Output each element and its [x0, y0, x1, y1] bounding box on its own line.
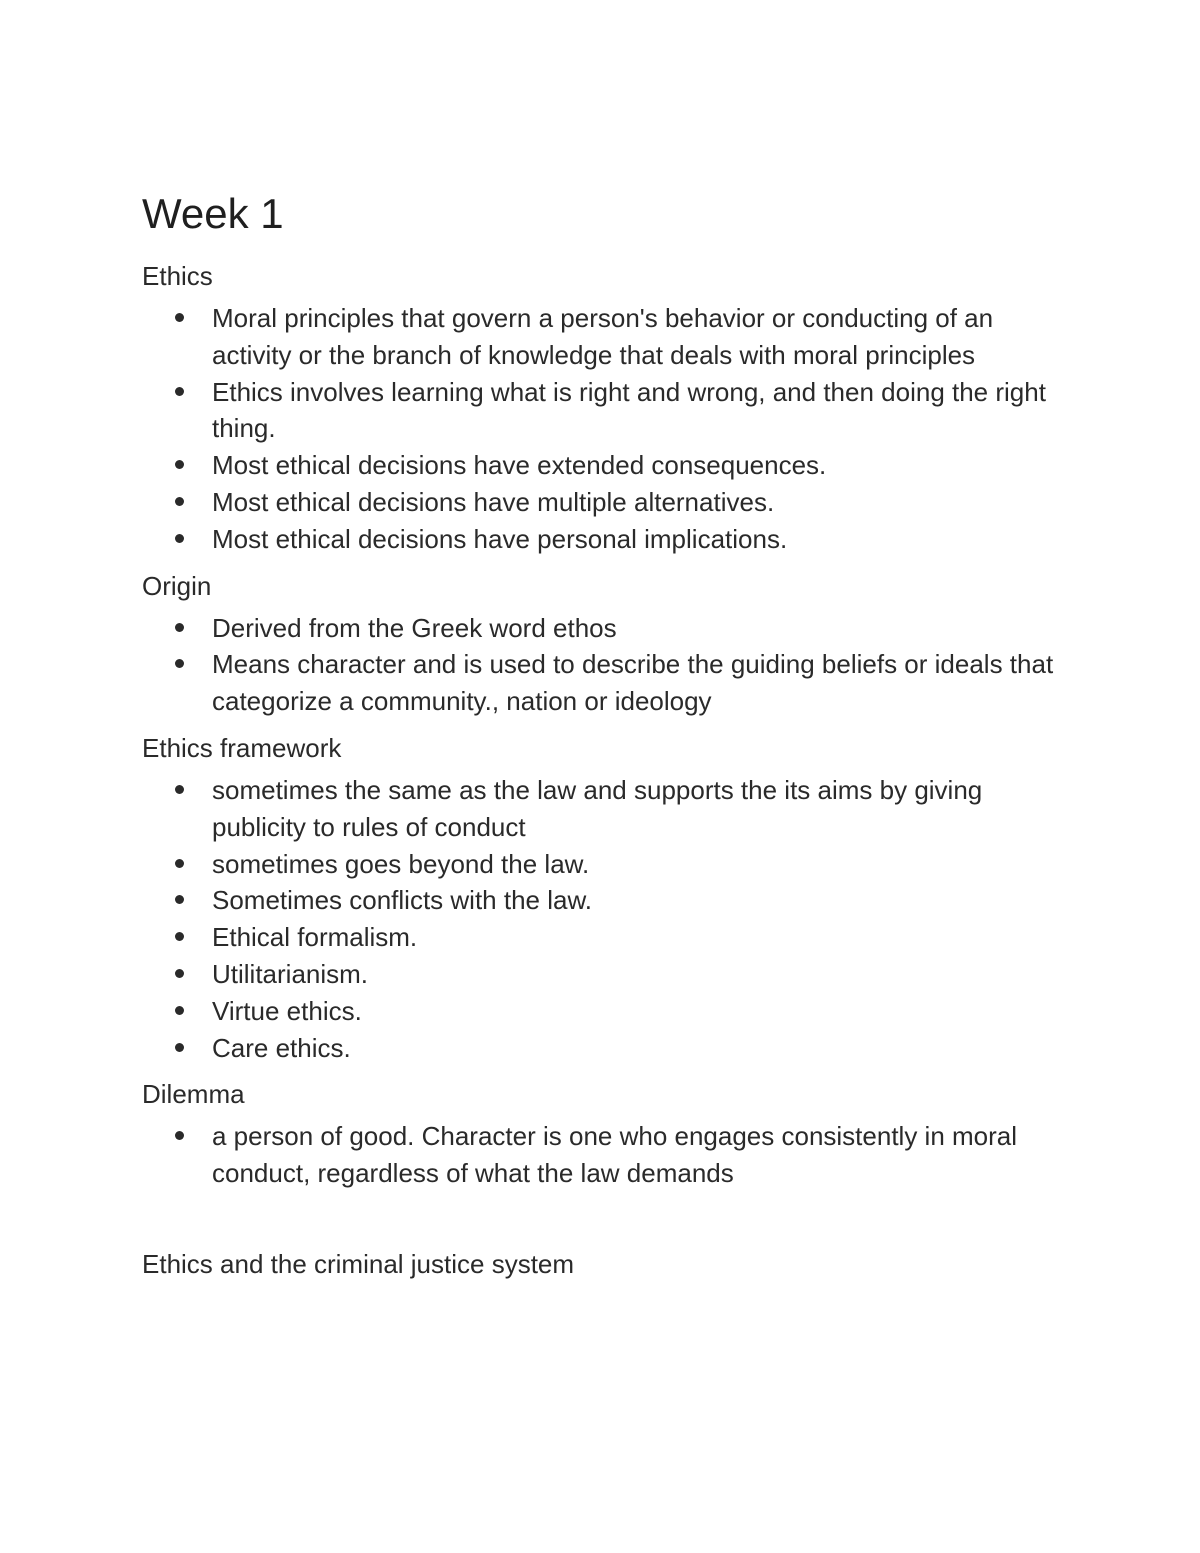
bullet-icon: [175, 1131, 184, 1140]
list-item: [142, 1030, 1072, 1067]
list-item: [142, 300, 1072, 374]
list-item: [142, 993, 1072, 1030]
list-item: [142, 521, 1072, 558]
section-heading: Dilemma: [142, 1079, 245, 1110]
list-item-text: Sometimes conflicts with the law.: [212, 885, 593, 916]
bullet-list: [142, 772, 1072, 1066]
section-ethics: [142, 258, 1072, 558]
list-item-text: Care ethics.: [212, 1032, 351, 1063]
bullet-icon: [175, 313, 184, 322]
trailing-heading: Ethics and the criminal justice system: [142, 1248, 575, 1279]
bullet-icon: [175, 895, 184, 904]
section-heading: Ethics: [142, 261, 213, 291]
section-ethics-framework: [142, 730, 1072, 1066]
list-item: [142, 919, 1072, 956]
list-item-text: Derived from the Greek word ethos: [212, 612, 617, 643]
bullet-icon: [175, 785, 184, 794]
list-item-text: a person of good. Character is one who engages consistently in moral conduct, regardless of what the law demands: [212, 1121, 1018, 1189]
bullet-icon: [175, 534, 184, 543]
list-item-text: Moral principles that govern a person's behavior or conducting of an activity or the branch of knowledge that deals with moral principles: [212, 303, 994, 370]
bullet-icon: [175, 932, 184, 941]
document-body: [142, 188, 1072, 1282]
bullet-icon: [175, 659, 184, 668]
list-item-text: Most ethical decisions have personal implications.: [212, 523, 788, 554]
page-title: Week 1: [142, 190, 284, 237]
list-item-text: Utilitarianism.: [212, 958, 369, 989]
list-item: [142, 882, 1072, 919]
list-item: [142, 1118, 1072, 1192]
bullet-list: [142, 300, 1072, 558]
list-item-text: Ethical formalism.: [212, 922, 418, 953]
section-origin: [142, 568, 1072, 720]
list-item-text: Most ethical decisions have multiple alternatives.: [212, 486, 775, 517]
list-item: [142, 484, 1072, 521]
bullet-icon: [175, 623, 184, 632]
list-item-text: Ethics involves learning what is right and wrong, and then doing the right thing.: [212, 376, 1046, 444]
bullet-icon: [175, 859, 184, 868]
bullet-icon: [175, 1043, 184, 1052]
bullet-icon: [175, 1006, 184, 1015]
bullet-list: [142, 610, 1072, 720]
list-item-text: sometimes goes beyond the law.: [212, 848, 590, 879]
blank-line: [142, 1202, 1072, 1246]
bullet-icon: [175, 497, 184, 506]
list-item: [142, 374, 1072, 448]
section-heading: Ethics framework: [142, 732, 342, 763]
list-item-text: Means character and is used to describe the guiding beliefs or ideals that categorize a community., nation or ideology: [212, 649, 1054, 717]
list-item-text: Virtue ethics.: [212, 995, 362, 1026]
section-heading: Origin: [142, 570, 212, 601]
section-dilemma: [142, 1076, 1072, 1192]
bullet-list: [142, 1118, 1072, 1192]
bullet-icon: [175, 969, 184, 978]
list-item: [142, 956, 1072, 993]
list-item: [142, 610, 1072, 647]
list-item-text: Most ethical decisions have extended consequences.: [212, 450, 827, 481]
list-item-text: sometimes the same as the law and supports the its aims by giving publicity to rules of conduct: [212, 774, 983, 842]
list-item: [142, 447, 1072, 484]
list-item: [142, 646, 1072, 720]
bullet-icon: [175, 460, 184, 469]
list-item: [142, 846, 1072, 883]
bullet-icon: [175, 387, 184, 396]
list-item: [142, 772, 1072, 846]
